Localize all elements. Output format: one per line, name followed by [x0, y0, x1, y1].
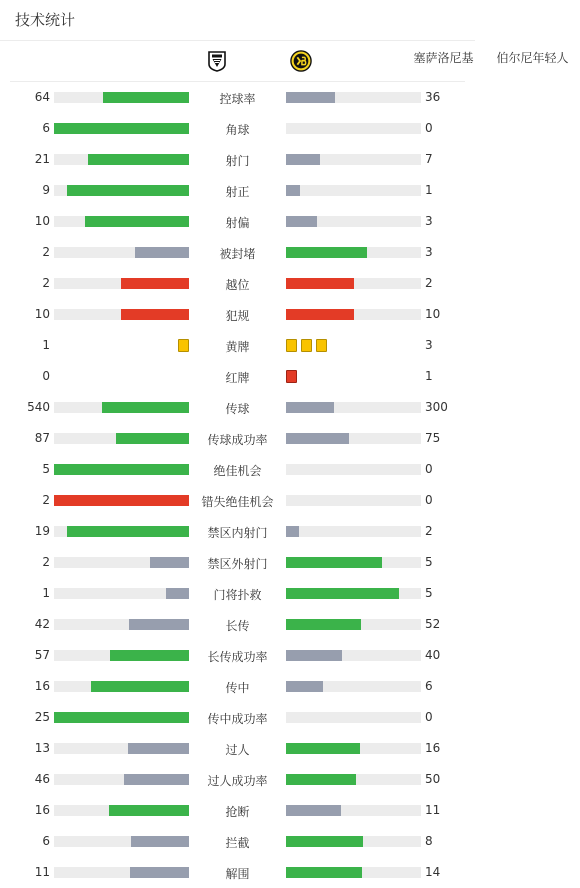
home-value: 16	[34, 679, 50, 693]
away-bar-fill	[286, 185, 300, 196]
home-bar-track	[54, 619, 189, 630]
away-bar-fill	[286, 154, 320, 165]
stat-row	[0, 392, 475, 423]
stat-name: 黄牌	[225, 340, 250, 354]
stat-row	[0, 299, 475, 330]
stat-name: 错失绝佳机会	[201, 495, 274, 509]
stat-name: 传中成功率	[207, 712, 268, 726]
yellow-card-icon	[178, 339, 189, 352]
away-value: 5	[425, 586, 433, 600]
away-bar-track	[286, 278, 421, 289]
away-bar-fill	[286, 216, 317, 227]
home-value: 6	[42, 834, 50, 848]
away-value: 52	[425, 617, 441, 631]
home-value: 9	[42, 183, 50, 197]
away-bar-fill	[286, 588, 399, 599]
away-bar-track	[286, 712, 421, 723]
home-value: 57	[34, 648, 50, 662]
away-cards	[286, 370, 301, 383]
away-value: 0	[425, 493, 433, 507]
home-bar-track	[54, 743, 189, 754]
stat-row	[0, 175, 475, 206]
away-bar-fill	[286, 681, 323, 692]
home-bar-track	[54, 92, 189, 103]
away-bar-track	[286, 867, 421, 878]
away-value: 1	[425, 183, 433, 197]
home-bar-track	[54, 278, 189, 289]
stat-name: 传中	[225, 681, 250, 695]
home-bar-fill	[110, 650, 189, 661]
away-value: 3	[425, 214, 433, 228]
away-bar-fill	[286, 836, 363, 847]
stat-name: 过人	[225, 743, 250, 757]
stat-row	[0, 764, 475, 795]
stat-name: 红牌	[225, 371, 250, 385]
away-value: 0	[425, 121, 433, 135]
stat-row	[0, 268, 475, 299]
home-bar-track	[54, 185, 189, 196]
away-bar-track	[286, 185, 421, 196]
home-bar-fill	[102, 402, 189, 413]
stat-row	[0, 423, 475, 454]
home-value: 2	[42, 245, 50, 259]
away-bar-fill	[286, 557, 382, 568]
home-bar-fill	[124, 774, 189, 785]
home-value: 1	[42, 586, 50, 600]
stat-row	[0, 454, 475, 485]
home-bar-track	[54, 774, 189, 785]
stat-name: 越位	[225, 278, 250, 292]
stat-name: 射门	[225, 154, 250, 168]
home-team[interactable]	[206, 41, 474, 81]
away-bar-track	[286, 588, 421, 599]
away-value: 0	[425, 462, 433, 476]
stat-name: 长传成功率	[207, 650, 268, 664]
home-value: 10	[34, 307, 50, 321]
away-value: 11	[425, 803, 441, 817]
stat-row	[0, 640, 475, 671]
page-title: 技术统计	[0, 0, 475, 41]
stat-row	[0, 609, 475, 640]
away-bar-track	[286, 526, 421, 537]
home-value: 2	[42, 276, 50, 290]
stat-row	[0, 857, 475, 888]
stat-row	[0, 237, 475, 268]
away-bar-track	[286, 681, 421, 692]
yellow-card-icon	[286, 339, 297, 352]
away-value: 2	[425, 524, 433, 538]
away-bar-track	[286, 836, 421, 847]
away-bar-fill	[286, 309, 354, 320]
home-value: 87	[34, 431, 50, 445]
stat-row	[0, 671, 475, 702]
stat-name: 拦截	[225, 836, 250, 850]
home-bar-track	[54, 123, 189, 134]
away-bar-fill	[286, 526, 299, 537]
away-value: 3	[425, 245, 433, 259]
home-bar-fill	[150, 557, 189, 568]
away-bar-track	[286, 743, 421, 754]
home-bar-track	[54, 464, 189, 475]
away-value: 16	[425, 741, 441, 755]
away-bar-track	[286, 402, 421, 413]
home-bar-track	[54, 805, 189, 816]
away-bar-track	[286, 92, 421, 103]
stat-row	[0, 144, 475, 175]
stat-row	[0, 795, 475, 826]
home-bar-fill	[67, 185, 189, 196]
home-bar-fill	[130, 867, 189, 878]
home-bar-track	[54, 216, 189, 227]
teams-header	[10, 41, 569, 82]
away-bar-fill	[286, 433, 349, 444]
away-bar-track	[286, 557, 421, 568]
home-value: 1	[42, 338, 50, 352]
home-bar-track	[54, 836, 189, 847]
home-bar-track	[54, 867, 189, 878]
home-value: 2	[42, 493, 50, 507]
stat-row	[0, 361, 475, 392]
away-team-logo-icon	[290, 50, 312, 72]
home-bar-track	[54, 247, 189, 258]
away-cards	[286, 339, 331, 352]
stat-row	[0, 113, 475, 144]
stat-name: 传球成功率	[207, 433, 268, 447]
home-value: 11	[34, 865, 50, 879]
away-bar-fill	[286, 92, 335, 103]
stat-name: 控球率	[219, 92, 256, 106]
home-team-logo-icon	[206, 50, 228, 72]
stat-name: 传球	[225, 402, 250, 416]
away-value: 36	[425, 90, 441, 104]
home-value: 10	[34, 214, 50, 228]
home-bar-track	[54, 588, 189, 599]
stat-name: 绝佳机会	[213, 464, 262, 478]
away-value: 40	[425, 648, 441, 662]
stat-row	[0, 516, 475, 547]
home-bar-fill	[54, 464, 189, 475]
home-bar-fill	[109, 805, 189, 816]
home-bar-fill	[121, 278, 189, 289]
home-cards	[174, 339, 189, 352]
stat-name: 射偏	[225, 216, 250, 230]
stat-row	[0, 82, 475, 113]
away-bar-fill	[286, 867, 362, 878]
away-bar-fill	[286, 402, 334, 413]
yellow-card-icon	[301, 339, 312, 352]
home-value: 13	[34, 741, 50, 755]
away-value: 1	[425, 369, 433, 383]
stat-name: 禁区外射门	[207, 557, 268, 571]
home-bar-track	[54, 154, 189, 165]
away-value: 8	[425, 834, 433, 848]
stats-list	[0, 82, 475, 888]
home-bar-fill	[85, 216, 189, 227]
yellow-card-icon	[316, 339, 327, 352]
away-bar-track	[286, 247, 421, 258]
stat-row	[0, 206, 475, 237]
home-bar-track	[54, 712, 189, 723]
home-bar-track	[54, 402, 189, 413]
home-bar-fill	[121, 309, 189, 320]
home-bar-fill	[67, 526, 189, 537]
home-bar-fill	[88, 154, 189, 165]
away-bar-fill	[286, 247, 367, 258]
home-bar-track	[54, 309, 189, 320]
red-card-icon	[286, 370, 297, 383]
away-team-name: 伯尔尼年轻人	[496, 51, 569, 65]
home-value: 5	[42, 462, 50, 476]
away-bar-track	[286, 154, 421, 165]
home-bar-fill	[54, 495, 189, 506]
away-bar-track	[286, 650, 421, 661]
stat-name: 解围	[225, 867, 250, 881]
stat-row	[0, 547, 475, 578]
home-value: 540	[27, 400, 50, 414]
home-bar-track	[54, 557, 189, 568]
home-bar-track	[54, 681, 189, 692]
home-value: 42	[34, 617, 50, 631]
away-bar-track	[286, 216, 421, 227]
stat-row	[0, 702, 475, 733]
away-bar-fill	[286, 774, 356, 785]
home-value: 21	[34, 152, 50, 166]
away-value: 2	[425, 276, 433, 290]
home-bar-track	[54, 526, 189, 537]
home-bar-track	[54, 650, 189, 661]
home-bar-fill	[128, 743, 189, 754]
home-bar-track	[54, 495, 189, 506]
home-bar-fill	[135, 247, 189, 258]
away-bar-track	[286, 309, 421, 320]
home-bar-fill	[91, 681, 189, 692]
away-value: 0	[425, 710, 433, 724]
stat-name: 抢断	[225, 805, 250, 819]
home-value: 6	[42, 121, 50, 135]
away-bar-track	[286, 619, 421, 630]
away-value: 14	[425, 865, 441, 879]
home-bar-fill	[129, 619, 189, 630]
stat-name: 射正	[225, 185, 250, 199]
away-bar-track	[286, 123, 421, 134]
home-bar-fill	[103, 92, 189, 103]
away-value: 6	[425, 679, 433, 693]
stat-name: 长传	[225, 619, 250, 633]
away-value: 10	[425, 307, 441, 321]
home-bar-fill	[54, 123, 189, 134]
away-bar-fill	[286, 619, 361, 630]
stat-row	[0, 733, 475, 764]
home-bar-fill	[54, 712, 189, 723]
home-value: 25	[34, 710, 50, 724]
home-value: 16	[34, 803, 50, 817]
stat-name: 被封堵	[219, 247, 256, 261]
away-bar-fill	[286, 743, 360, 754]
away-value: 50	[425, 772, 441, 786]
away-bar-fill	[286, 650, 342, 661]
stat-row	[0, 330, 475, 361]
home-bar-fill	[166, 588, 189, 599]
home-bar-fill	[116, 433, 189, 444]
home-value: 46	[34, 772, 50, 786]
away-value: 75	[425, 431, 441, 445]
stat-name: 角球	[225, 123, 250, 137]
away-bar-fill	[286, 805, 341, 816]
home-value: 0	[42, 369, 50, 383]
away-bar-track	[286, 805, 421, 816]
away-bar-track	[286, 433, 421, 444]
home-team-name: 塞萨洛尼基	[413, 51, 474, 65]
away-bar-track	[286, 464, 421, 475]
away-value: 7	[425, 152, 433, 166]
home-bar-fill	[131, 836, 189, 847]
home-bar-track	[54, 433, 189, 444]
away-bar-track	[286, 495, 421, 506]
stat-name: 过人成功率	[207, 774, 268, 788]
away-value: 3	[425, 338, 433, 352]
home-value: 2	[42, 555, 50, 569]
stat-name: 犯规	[225, 309, 250, 323]
away-bar-track	[286, 774, 421, 785]
home-value: 64	[34, 90, 50, 104]
stat-row	[0, 485, 475, 516]
away-value: 5	[425, 555, 433, 569]
stat-name: 禁区内射门	[207, 526, 268, 540]
away-value: 300	[425, 400, 448, 414]
stat-row	[0, 826, 475, 857]
stat-name: 门将扑救	[213, 588, 262, 602]
away-bar-fill	[286, 278, 354, 289]
home-value: 19	[34, 524, 50, 538]
stat-row	[0, 578, 475, 609]
